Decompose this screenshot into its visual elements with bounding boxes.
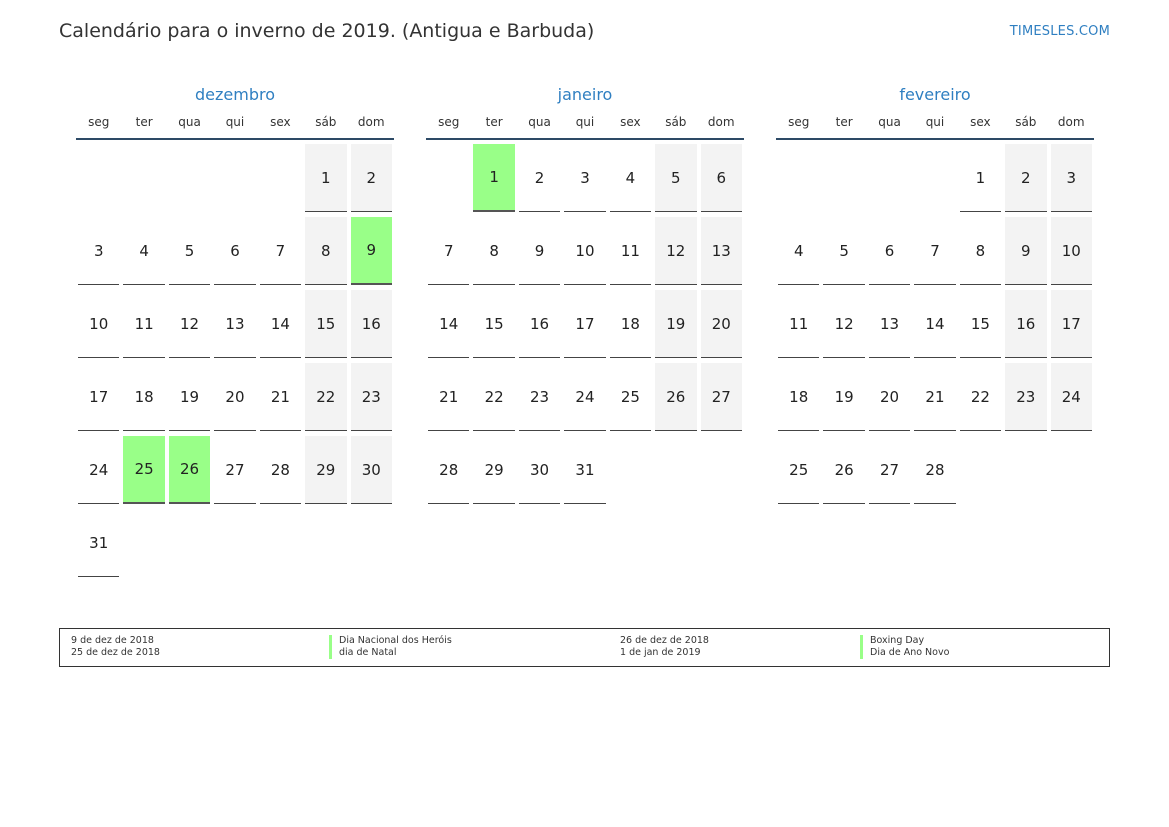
day-cell[interactable] [473, 217, 514, 285]
day-number: 16 [361, 314, 381, 333]
legend-dates-col-2 [620, 635, 709, 659]
weekday-label: sáb [315, 115, 337, 129]
day-number: 22 [316, 387, 336, 406]
day-cell[interactable] [914, 217, 955, 285]
day-number: 10 [1061, 241, 1081, 260]
holiday-day-cell[interactable] [123, 436, 164, 504]
day-cell[interactable] [473, 290, 514, 358]
weekday-label: seg [438, 115, 460, 129]
day-cell[interactable] [1051, 290, 1092, 358]
month-calendar-1 [76, 82, 394, 582]
day-number: 5 [671, 168, 681, 187]
day-cell[interactable] [655, 217, 696, 285]
holiday-day-cell[interactable] [169, 436, 210, 504]
day-number: 31 [575, 460, 595, 479]
day-cell[interactable] [778, 217, 819, 285]
day-cell[interactable] [78, 363, 119, 431]
month-name: fevereiro [899, 85, 971, 104]
day-number: 27 [711, 387, 731, 406]
day-number: 3 [1066, 168, 1077, 187]
day-cell[interactable] [351, 290, 392, 358]
day-number: 27 [225, 460, 245, 479]
day-cell[interactable] [655, 144, 696, 212]
day-cell[interactable] [305, 290, 346, 358]
day-cell[interactable] [214, 217, 255, 285]
day-number: 21 [925, 387, 945, 406]
day-number: 30 [361, 460, 381, 479]
day-grid [426, 144, 744, 509]
day-cell[interactable] [214, 436, 255, 504]
day-cell[interactable] [914, 436, 955, 504]
day-number: 25 [789, 460, 809, 479]
day-number: 14 [925, 314, 945, 333]
day-cell[interactable] [610, 217, 651, 285]
day-cell[interactable] [169, 290, 210, 358]
day-number: 15 [316, 314, 336, 333]
day-number: 19 [180, 387, 200, 406]
day-cell[interactable] [169, 217, 210, 285]
brand-link[interactable]: TIMESLES.COM [1009, 24, 1110, 39]
day-cell[interactable] [1005, 363, 1046, 431]
day-cell[interactable] [473, 436, 514, 504]
legend-date: 26 de dez de 2018 [620, 635, 709, 646]
legend-date: 9 de dez de 2018 [71, 635, 154, 646]
weekday-label: dom [1057, 115, 1085, 129]
day-number: 5 [184, 241, 195, 260]
day-cell[interactable] [260, 290, 301, 358]
legend-holidays-col-2 [860, 635, 949, 659]
weekday-label: ter [135, 115, 153, 129]
day-number: 13 [711, 241, 731, 260]
day-cell[interactable] [428, 217, 469, 285]
day-grid [76, 144, 394, 582]
day-cell[interactable] [1005, 290, 1046, 358]
day-number: 31 [89, 533, 109, 552]
day-number: 12 [180, 314, 200, 333]
day-cell[interactable] [778, 290, 819, 358]
day-number: 2 [534, 168, 545, 187]
day-cell[interactable] [305, 363, 346, 431]
day-number: 9 [534, 241, 545, 260]
weekday-label: sáb [1015, 115, 1037, 129]
day-number: 26 [666, 387, 686, 406]
day-cell[interactable] [778, 363, 819, 431]
day-cell[interactable] [869, 363, 910, 431]
day-number: 18 [620, 314, 640, 333]
day-number: 17 [89, 387, 109, 406]
day-cell[interactable] [78, 436, 119, 504]
day-number: 4 [625, 168, 636, 187]
day-number: 18 [789, 387, 809, 406]
day-number: 7 [930, 241, 940, 260]
day-number: 4 [139, 241, 149, 260]
page-title: Calendário para o inverno de 2019. (Antigua e Barbuda) [59, 20, 595, 42]
day-cell[interactable] [123, 217, 164, 285]
legend-date: 1 de jan de 2019 [620, 647, 701, 658]
day-cell[interactable] [214, 363, 255, 431]
day-cell[interactable] [869, 290, 910, 358]
day-number: 20 [225, 387, 245, 406]
day-cell[interactable] [305, 144, 346, 212]
day-number: 14 [439, 314, 459, 333]
weekday-label: seg [788, 115, 810, 129]
holiday-day-cell[interactable] [473, 144, 514, 212]
day-number: 16 [530, 314, 550, 333]
day-number: 11 [789, 314, 809, 333]
day-number: 2 [366, 168, 377, 187]
day-number: 13 [880, 314, 900, 333]
day-cell[interactable] [1051, 144, 1092, 212]
day-number: 27 [880, 460, 900, 479]
day-number: 23 [530, 387, 550, 406]
weekday-label: qui [575, 115, 595, 129]
day-number: 20 [711, 314, 731, 333]
day-number: 6 [716, 168, 727, 187]
day-cell[interactable] [1005, 217, 1046, 285]
day-cell[interactable] [655, 363, 696, 431]
day-number: 8 [975, 241, 986, 260]
day-number: 13 [225, 314, 245, 333]
day-number: 26 [834, 460, 854, 479]
day-number: 22 [484, 387, 504, 406]
day-cell[interactable] [1051, 217, 1092, 285]
day-cell[interactable] [519, 144, 560, 212]
weekday-header [776, 112, 1094, 140]
day-number: 18 [134, 387, 154, 406]
day-cell[interactable] [519, 217, 560, 285]
weekday-label: seg [88, 115, 110, 129]
weekday-label: qua [178, 115, 201, 129]
day-cell[interactable] [610, 363, 651, 431]
day-number: 1 [489, 168, 499, 186]
day-cell[interactable] [564, 217, 605, 285]
legend-date: 25 de dez de 2018 [71, 647, 160, 658]
day-number: 9 [1021, 241, 1031, 260]
day-number: 28 [925, 460, 945, 479]
weekday-label: dom [357, 115, 385, 129]
day-number: 25 [620, 387, 640, 406]
day-number: 6 [884, 241, 895, 260]
day-number: 7 [443, 241, 454, 260]
day-cell[interactable] [701, 217, 742, 285]
weekday-label: qui [925, 115, 945, 129]
legend-holiday-name: Boxing Day [860, 635, 949, 647]
day-cell[interactable] [701, 363, 742, 431]
day-number: 21 [270, 387, 290, 406]
day-number: 9 [366, 241, 377, 259]
day-number: 5 [839, 241, 849, 260]
weekday-label: ter [485, 115, 503, 129]
legend-holidays-col-1 [329, 635, 452, 659]
day-cell[interactable] [564, 290, 605, 358]
day-number: 10 [89, 314, 109, 333]
day-number: 21 [439, 387, 459, 406]
day-number: 23 [1016, 387, 1036, 406]
weekday-label: sex [970, 115, 991, 129]
day-number: 17 [575, 314, 595, 333]
day-cell[interactable] [260, 436, 301, 504]
weekday-label: sex [270, 115, 291, 129]
day-cell[interactable] [869, 217, 910, 285]
day-cell[interactable] [473, 363, 514, 431]
day-number: 16 [1016, 314, 1036, 333]
day-cell[interactable] [214, 290, 255, 358]
day-number: 3 [580, 168, 590, 187]
legend-holiday-name: Dia Nacional dos Heróis [329, 635, 452, 647]
day-number: 23 [361, 387, 381, 406]
weekday-header [426, 112, 744, 140]
month-name: dezembro [195, 85, 275, 104]
day-cell[interactable] [960, 290, 1001, 358]
month-calendar-2 [426, 82, 744, 509]
day-cell[interactable] [78, 217, 119, 285]
day-cell[interactable] [305, 217, 346, 285]
month-calendar-3 [776, 82, 1094, 509]
day-cell[interactable] [823, 363, 864, 431]
day-cell[interactable] [123, 363, 164, 431]
day-number: 12 [834, 314, 854, 333]
holiday-day-cell[interactable] [351, 217, 392, 285]
day-number: 3 [93, 241, 104, 260]
day-cell[interactable] [169, 363, 210, 431]
day-number: 8 [489, 241, 499, 260]
day-number: 2 [1021, 168, 1031, 187]
day-cell[interactable] [564, 144, 605, 212]
day-number: 1 [975, 168, 986, 187]
day-cell[interactable] [351, 363, 392, 431]
holiday-legend [59, 628, 1110, 667]
day-number: 26 [180, 460, 200, 478]
day-number: 7 [275, 241, 286, 260]
day-cell[interactable] [655, 290, 696, 358]
day-number: 30 [530, 460, 550, 479]
day-number: 20 [880, 387, 900, 406]
day-cell[interactable] [701, 290, 742, 358]
weekday-label: qua [528, 115, 551, 129]
day-cell[interactable] [519, 363, 560, 431]
day-number: 11 [620, 241, 640, 260]
day-cell[interactable] [351, 436, 392, 504]
day-number: 19 [666, 314, 686, 333]
weekday-label: sáb [665, 115, 687, 129]
day-number: 17 [1061, 314, 1081, 333]
day-cell[interactable] [610, 144, 651, 212]
legend-dates-col-1 [71, 635, 160, 659]
day-number: 4 [793, 241, 804, 260]
day-number: 15 [484, 314, 504, 333]
day-grid [776, 144, 1094, 509]
day-number: 28 [270, 460, 290, 479]
day-number: 15 [970, 314, 990, 333]
day-number: 6 [230, 241, 240, 260]
day-cell[interactable] [701, 144, 742, 212]
day-cell[interactable] [305, 436, 346, 504]
day-number: 24 [1061, 387, 1081, 406]
day-cell[interactable] [519, 436, 560, 504]
day-number: 8 [321, 241, 331, 260]
day-cell[interactable] [564, 363, 605, 431]
day-cell[interactable] [823, 290, 864, 358]
weekday-label: dom [707, 115, 735, 129]
legend-holiday-name: dia de Natal [329, 647, 452, 659]
day-number: 22 [970, 387, 990, 406]
day-number: 28 [439, 460, 459, 479]
day-cell[interactable] [610, 290, 651, 358]
legend-holiday-name: Dia de Ano Novo [860, 647, 949, 659]
month-name: janeiro [557, 85, 613, 104]
day-cell[interactable] [260, 363, 301, 431]
day-cell[interactable] [914, 363, 955, 431]
day-cell[interactable] [960, 363, 1001, 431]
day-number: 19 [834, 387, 854, 406]
day-number: 29 [316, 460, 336, 479]
day-number: 24 [575, 387, 595, 406]
day-number: 12 [666, 241, 686, 260]
day-cell[interactable] [260, 217, 301, 285]
day-cell[interactable] [960, 217, 1001, 285]
day-cell[interactable] [78, 290, 119, 358]
day-cell[interactable] [1051, 363, 1092, 431]
day-cell[interactable] [914, 290, 955, 358]
weekday-label: sex [620, 115, 641, 129]
day-number: 24 [89, 460, 109, 479]
day-number: 25 [134, 460, 154, 478]
day-number: 14 [270, 314, 290, 333]
day-cell[interactable] [519, 290, 560, 358]
day-cell[interactable] [123, 290, 164, 358]
day-cell[interactable] [428, 436, 469, 504]
day-number: 29 [484, 460, 504, 479]
day-number: 1 [321, 168, 331, 187]
day-cell[interactable] [960, 144, 1001, 212]
weekday-label: ter [835, 115, 853, 129]
day-cell[interactable] [564, 436, 605, 504]
weekday-label: qua [878, 115, 901, 129]
day-cell[interactable] [428, 290, 469, 358]
day-cell[interactable] [823, 217, 864, 285]
day-cell[interactable] [823, 436, 864, 504]
day-cell[interactable] [869, 436, 910, 504]
day-cell[interactable] [78, 509, 119, 577]
day-number: 11 [134, 314, 154, 333]
day-cell[interactable] [428, 363, 469, 431]
weekday-label: qui [225, 115, 245, 129]
day-cell[interactable] [351, 144, 392, 212]
day-cell[interactable] [778, 436, 819, 504]
weekday-header [76, 112, 394, 140]
day-number: 10 [575, 241, 595, 260]
day-cell[interactable] [1005, 144, 1046, 212]
